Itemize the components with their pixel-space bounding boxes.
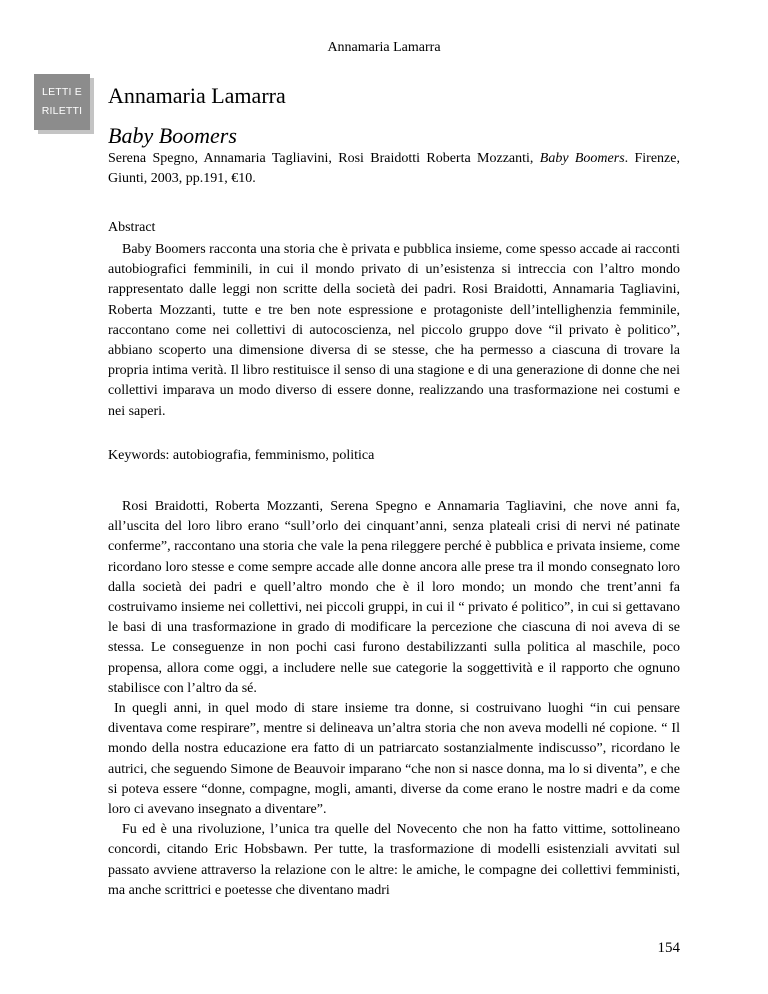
citation-details: . Firenze, Giunti, 2003, pp.191, €10. (108, 151, 680, 186)
badge-line-1: LETTI E (42, 86, 82, 98)
citation-authors: Serena Spegno, Annamaria Tagliavini, Rosi Braidotti Roberta Mozzanti, (108, 151, 540, 166)
article-body (108, 497, 680, 901)
body-paragraph: Fu ed è una rivoluzione, l’unica tra quelle del Novecento che non ha fatto vittime, sottolineano concordi, citando Eric Hobsbawn. Per tutte, la trasformazione di modelli esistenziali avvitati sul passato avviene attraverso la relazione con le altre: le amiche, le compagne dei collettivi femministi, ma anche scrittrici e poetesse che diventano madri (108, 822, 680, 898)
book-title: Baby Boomers (108, 123, 237, 148)
page-number: 154 (657, 940, 680, 956)
body-paragraph: Rosi Braidotti, Roberta Mozzanti, Serena Spegno e Annamaria Tagliavini, che nove anni fa, all’uscita del loro libro erano “sull’orlo dei cinquant’anni, senza plateali crisi di nervi né patinate conferme”, raccontano una storia che vale la pena rileggere perché è pubblica e privata insieme, come ricordano loro stesse e come sempre accade alle donne ancora alle prese tra il mondo consegnato loro dalla società dei padri e quell’altro mondo che è il loro mondo; un mondo che trent’anni fa costruivamo insieme nei collettivi, nei piccoli gruppi, in cui il “ privato é politico”, in cui si gettavano le basi di una trasformazione in grado di modificare la percezione che ciascuna di noi aveva di se stessa. Le conseguenze in non pochi casi furono destabilizzanti sulla politica al maschile, poco propensa, allora come oggi, a includere nelle sue categorie la soggettività e il rapporto che ognuno stabilisce con l’altro da sé. (108, 499, 680, 696)
keywords: Keywords: autobiografia, femminismo, politica (108, 448, 375, 463)
author-name: Annamaria Lamarra (108, 83, 286, 108)
section-badge (34, 74, 90, 130)
abstract-label: Abstract (108, 220, 156, 235)
badge-line-2: RILETTI (41, 105, 83, 117)
running-header: Annamaria Lamarra (327, 40, 441, 55)
body-paragraph: In quegli anni, in quel modo di stare insieme tra donne, si costruivano luoghi “in cui pensare diventava come respirare”, mentre si delineava un’altra storia che non aveva modelli né copione. “ Il mondo della nostra educazione era fatto di un patriarcato sostanzialmente indiscusso”, ricordano le autrici, che seguendo Simone de Beauvoir imparano “che non si nasce donna, ma lo si diventa”, e che si poteva essere “donne, compagne, mogli, amanti, diverse da come erano le nostre madri e da come loro ci avevano insegnato a diventare”. (108, 701, 680, 818)
abstract-text: Baby Boomers racconta una storia che è privata e pubblica insieme, come spesso accade ai racconti autobiografici femminili, in cui il mondo privato di un’esistenza si intreccia con l’altro mondo rappresentato dalle leggi non scritte della società dei padri. Rosi Braidotti, Annamaria Tagliavini, Roberta Mozzanti, tutte e tre ben note espressione e protagoniste dell’intellighenzia femminile, raccontano come nei collettivi di autocoscienza, nel piccolo gruppo dove “il privato è politico”, abbiano scoperto una dimensione diversa di se stesse, che ha permesso a ciascuna di trovare la propria intima verità. Il libro restituisce il senso di una stagione e di una generazione di donne che nei collettivi imparava un modo diverso di essere donne, realizzando una trasformazione nei costumi e nei saperi. (108, 242, 680, 419)
citation-title: Baby Boomers (539, 151, 625, 166)
citation (108, 149, 680, 189)
